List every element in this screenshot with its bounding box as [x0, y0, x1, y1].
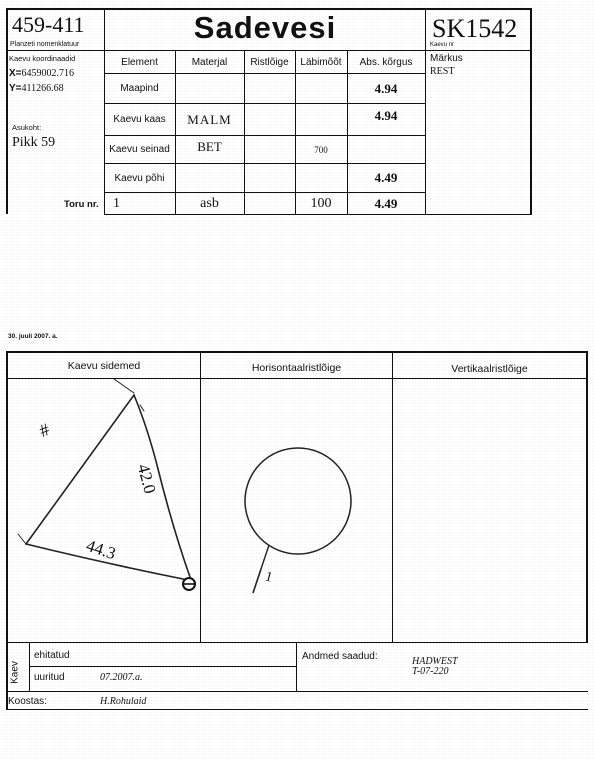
sheet-number: 459-411: [12, 12, 85, 37]
ties-sketch: [8, 379, 200, 642]
coord-x: [9, 68, 74, 79]
address-value: Pikk 59: [12, 135, 56, 150]
panel-title-ties: Kaevu sidemed: [67, 360, 141, 372]
corner-mark: #: [36, 419, 52, 441]
leader-line: [114, 379, 134, 393]
row-elevation: 4.49: [374, 170, 398, 185]
row-elevation: 4.94: [374, 108, 398, 123]
tie-label-a: 42.0: [133, 462, 160, 496]
row-diameter: 700: [314, 144, 328, 155]
panel-title-vertical: Vertikaalristlõige: [451, 363, 528, 375]
coord-y-label: Y=: [9, 83, 22, 94]
pipe-label: Toru nr.: [64, 199, 99, 210]
survey-date: 30. juuli 2007. a.: [8, 333, 58, 340]
pipe-material: asb: [200, 196, 219, 211]
source-value-2: T-07-220: [412, 666, 449, 677]
horizontal-section-sketch: [201, 379, 392, 642]
source-value-1: HADWEST: [412, 656, 458, 667]
row-elevation: 4.94: [374, 80, 398, 96]
outlet-arrowhead: [253, 569, 261, 593]
pipe-elevation: 4.49: [374, 195, 398, 211]
well-side-label: Kaev: [9, 661, 21, 684]
row-element: Kaevu kaas: [113, 114, 166, 125]
surveyed-label: uuritud: [34, 672, 65, 683]
pipe-number: 1: [113, 195, 120, 211]
row-element: Kaevu põhi: [114, 172, 165, 184]
page-title: Sadevesi: [193, 10, 337, 45]
built-label: ehitatud: [34, 650, 70, 661]
author-label: Koostas:: [8, 696, 47, 707]
col-header-elevation: Abs. kõrgus: [359, 56, 413, 68]
panel-title-horizontal: Horisontaalristlõige: [251, 362, 342, 374]
col-header-section: Ristlõige: [250, 56, 289, 68]
coord-x-label: X=: [9, 68, 22, 79]
coord-x-value: 6459002.716: [21, 68, 75, 79]
outlet-mark: 1: [263, 569, 274, 586]
coord-y: [9, 83, 64, 94]
row-material: MALM: [187, 111, 232, 127]
row-element: Kaevu seinad: [109, 144, 170, 155]
col-header-diameter: Läbimõõt: [300, 56, 342, 68]
author-value: H.Rohulaid: [100, 696, 147, 707]
coords-label: Kaevu koordinaadid: [9, 54, 76, 63]
sheet-number-label: Planzeti nomenklatuur: [10, 41, 80, 48]
tie-line-top-left: [26, 395, 134, 544]
col-header-note: Märkus: [430, 53, 463, 64]
row-element: Maapind: [120, 83, 159, 94]
tick-mark: [18, 534, 26, 544]
source-label: Andmed saadud:: [302, 651, 378, 662]
well-number: SK1542: [432, 14, 518, 43]
row-material: BET: [197, 139, 222, 154]
tie-label-b: 44.3: [83, 535, 119, 564]
pipe-diameter: 100: [310, 195, 332, 211]
surveyed-value: 07.2007.a.: [100, 672, 143, 683]
coord-y-value: 411266.68: [21, 83, 64, 94]
col-header-element: Element: [121, 56, 158, 68]
note-value: REST: [430, 66, 455, 77]
well-circle: [245, 448, 351, 554]
col-header-material: Materjal: [191, 56, 228, 68]
address-label: Asukoht:: [12, 123, 42, 132]
well-number-label: Kaevu nr: [430, 42, 455, 48]
